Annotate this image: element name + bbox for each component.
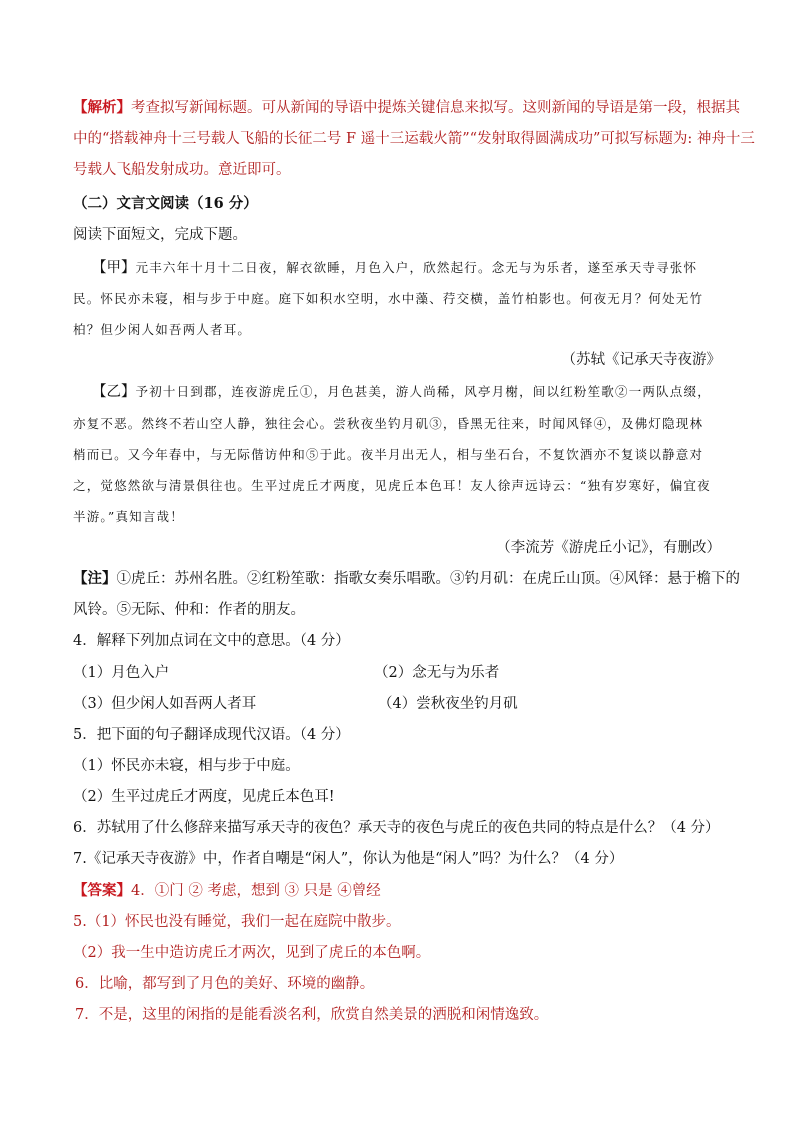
question-4-option-3: （3）但少闲人如吾两人者耳	[73, 696, 257, 712]
passage-yi-source: （李流芳《游虎丘小记》，有删改）	[496, 540, 721, 556]
section-instruction: 阅读下面短文，完成下题。	[73, 227, 247, 243]
passage-jia-line-3: 柏？但少闲人如吾两人者耳。	[73, 322, 252, 337]
answer-5-2: （2）我一生中造访虎丘才两次，见到了虎丘的本色啊。	[73, 945, 431, 961]
passage-jia-line-1: 【甲】元丰六年十月十二日夜，解衣欲睡，月色入户，欣然起行。念无与为乐者，遂至承天寺寻张怀	[92, 260, 698, 276]
question-5-sentence-2: （2）生平过虎丘才两度，见虎丘本色耳!	[73, 789, 335, 805]
question-4-option-1: （1）月色入户	[73, 665, 170, 681]
passage-yi-line-5: 半游。”真知言哉！	[73, 509, 184, 524]
notes-line-1: 【注】①虎丘：苏州名胜。②红粉笙歌：指歌女奏乐唱歌。③钓月矶：在虎丘山顶。④风铎：悬于檐下的	[73, 570, 740, 587]
passage-yi-line-1: 【乙】予初十日到郡，连夜游虎丘①，月色甚美，游人尚稀，风亭月榭，间以红粉笙歌②一两队点缀，	[92, 384, 711, 400]
passage-yi-line-3: 梢而已。又今年春中，与无际偕访仲和⑤于此。夜半月出无人，相与坐石台，不复饮酒亦不复谈以静意对	[73, 447, 704, 462]
question-6: 6．苏轼用了什么修辞来描写承天寺的夜色？承天寺的夜色与虎丘的夜色共同的特点是什么？（4 分）	[73, 820, 720, 836]
passage-yi-tag: 【乙】	[92, 384, 136, 400]
question-4: 4．解释下列加点词在文中的意思。（4 分）	[73, 633, 350, 649]
notes-tag: 【注】	[73, 570, 117, 587]
passage-yi-line-4: 之，觉悠然欲与清景俱往也。生平过虎丘才两度，见虎丘本色耳！友人徐声远诗云：“独有岁寒好，偏宜夜	[73, 478, 711, 493]
answer-6: 6．比喻，都写到了月色的美好、环境的幽静。	[75, 976, 375, 992]
analysis-line-1: 【解析】考查拟写新闻标题。可从新闻的导语中提炼关键信息来拟写。这则新闻的导语是第一段，根据其	[73, 99, 740, 116]
question-7: 7.《记承天寺夜游》中，作者自嘲是“闲人”，你认为他是“闲人”吗？为什么？（4 分）	[73, 851, 624, 867]
answer-5-1: 5.（1）怀民也没有睡觉，我们一起在庭院中散步。	[73, 914, 401, 930]
question-4-row-2	[73, 694, 733, 714]
analysis-line-2: 中的“搭载神舟十三号载人飞船的长征二号 F 遥十三运载火箭”“发射取得圆满成功”可拟写标题为: 神舟十三	[73, 131, 755, 147]
answer-7: 7．不是，这里的闲指的是能看淡名利，欣赏自然美景的洒脱和闲情逸致。	[75, 1007, 549, 1023]
question-4-option-4: （4）尝秋夜坐钓月矶	[378, 696, 518, 712]
analysis-line-3: 号载人飞船发射成功。意近即可。	[73, 162, 291, 178]
analysis-tag: 【解析】	[73, 99, 131, 116]
question-5-sentence-1: （1）怀民亦未寝，相与步于中庭。	[73, 758, 300, 774]
question-4-row-1	[73, 663, 733, 683]
question-5: 5．把下面的句子翻译成现代汉语。（4 分）	[73, 727, 350, 743]
passage-jia-line-2: 民。怀民亦未寝，相与步于中庭。庭下如积水空明，水中藻、荇交横，盖竹柏影也。何夜无月？何处无竹	[73, 291, 704, 306]
notes-line-2: 风铃。⑤无际、仲和：作者的朋友。	[73, 602, 305, 618]
passage-jia-tag: 【甲】	[92, 260, 136, 276]
passage-yi-line-2: 亦复不恶。然终不若山空人静，独往会心。尝秋夜坐钓月矶③，昏黑无往来，时闻风铎④，及佛灯隐现林	[73, 416, 704, 431]
section-heading: （二）文言文阅读（16 分）	[73, 195, 258, 212]
passage-jia-source: （苏轼《记承天寺夜游》	[561, 352, 721, 368]
answers-tag: 【答案】	[73, 882, 131, 899]
question-4-option-2: （2）念无与为乐者	[374, 665, 500, 681]
answer-4: 【答案】4．①门 ② 考虑，想到 ③ 只是 ④曾经	[73, 882, 381, 899]
